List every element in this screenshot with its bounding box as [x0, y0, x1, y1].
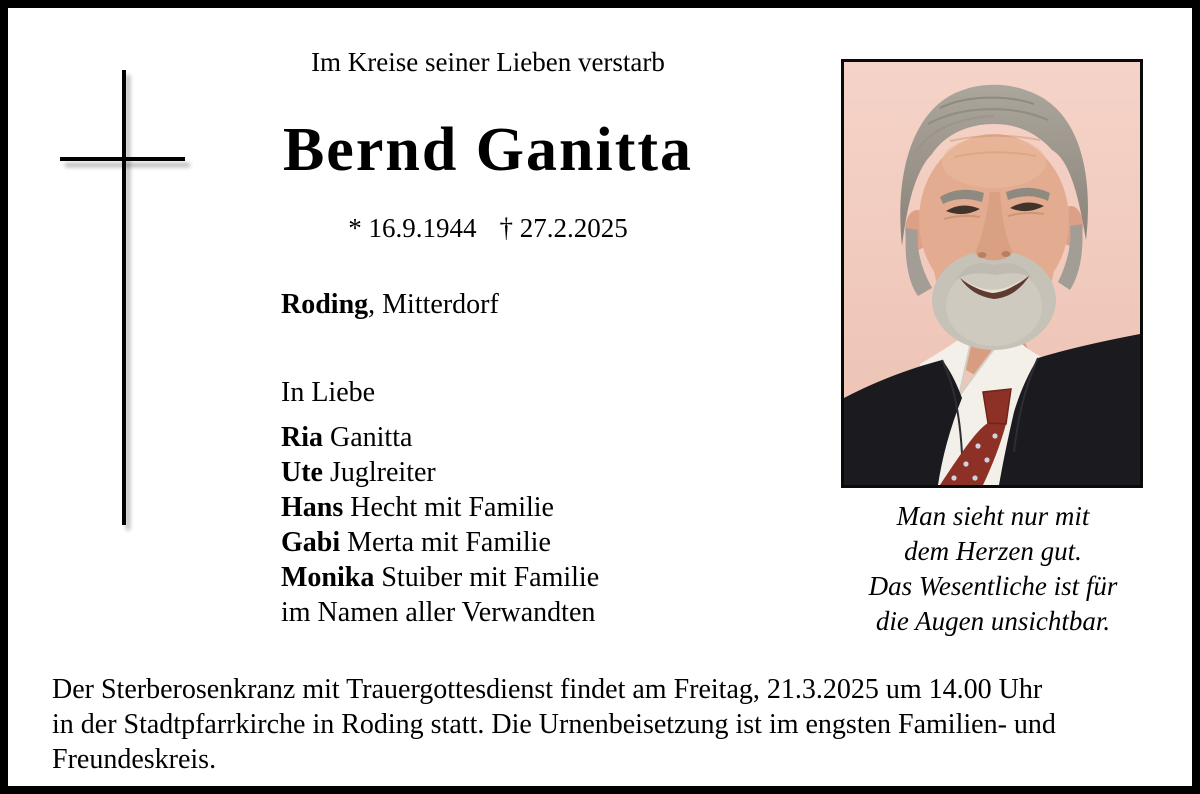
memorial-quote — [826, 499, 1160, 639]
intro-line: Im Kreise seiner Lieben verstarb — [311, 47, 665, 77]
location-district: , Mitterdorf — [368, 289, 499, 320]
mourner-line: Gabi Merta mit Familie — [281, 527, 551, 558]
announcement-line: Freundeskreis. — [52, 744, 217, 775]
portrait-photo — [841, 59, 1143, 488]
quote-line: Das Wesentliche ist für — [868, 571, 1118, 601]
birth-date: * 16.9.1944 — [348, 213, 477, 243]
deceased-name: Bernd Ganitta — [282, 116, 694, 184]
mourner-line: Monika Stuiber mit Familie — [281, 562, 600, 593]
quote-line: dem Herzen gut. — [904, 536, 1082, 566]
cross-vertical-bar — [122, 70, 126, 525]
mourner-line: im Namen aller Verwandten — [281, 597, 596, 628]
death-date: † 27.2.2025 — [499, 213, 628, 243]
cross-horizontal-bar — [60, 157, 185, 161]
life-dates — [276, 212, 700, 244]
announcement-line: Der Sterberosenkranz mit Trauergottesdienst findet am Freitag, 21.3.2025 um 14.00 Uhr — [52, 674, 1043, 705]
location-town: Roding — [281, 289, 369, 320]
quote-line: die Augen unsichtbar. — [875, 606, 1111, 636]
announcement-line: in der Stadtpfarrkirche in Roding statt. Die Urnenbeisetzung ist im engsten Familien- und — [52, 709, 1056, 740]
quote-line: Man sieht nur mit — [896, 501, 1090, 531]
funeral-announcement — [52, 672, 1184, 777]
mourners-list — [281, 420, 599, 630]
mourner-line: Hans Hecht mit Familie — [281, 492, 554, 523]
salutation-line: In Liebe — [281, 377, 376, 408]
mourner-line: Ute Juglreiter — [281, 457, 436, 488]
location-line — [281, 288, 499, 322]
mourner-line: Ria Ganitta — [281, 422, 413, 453]
